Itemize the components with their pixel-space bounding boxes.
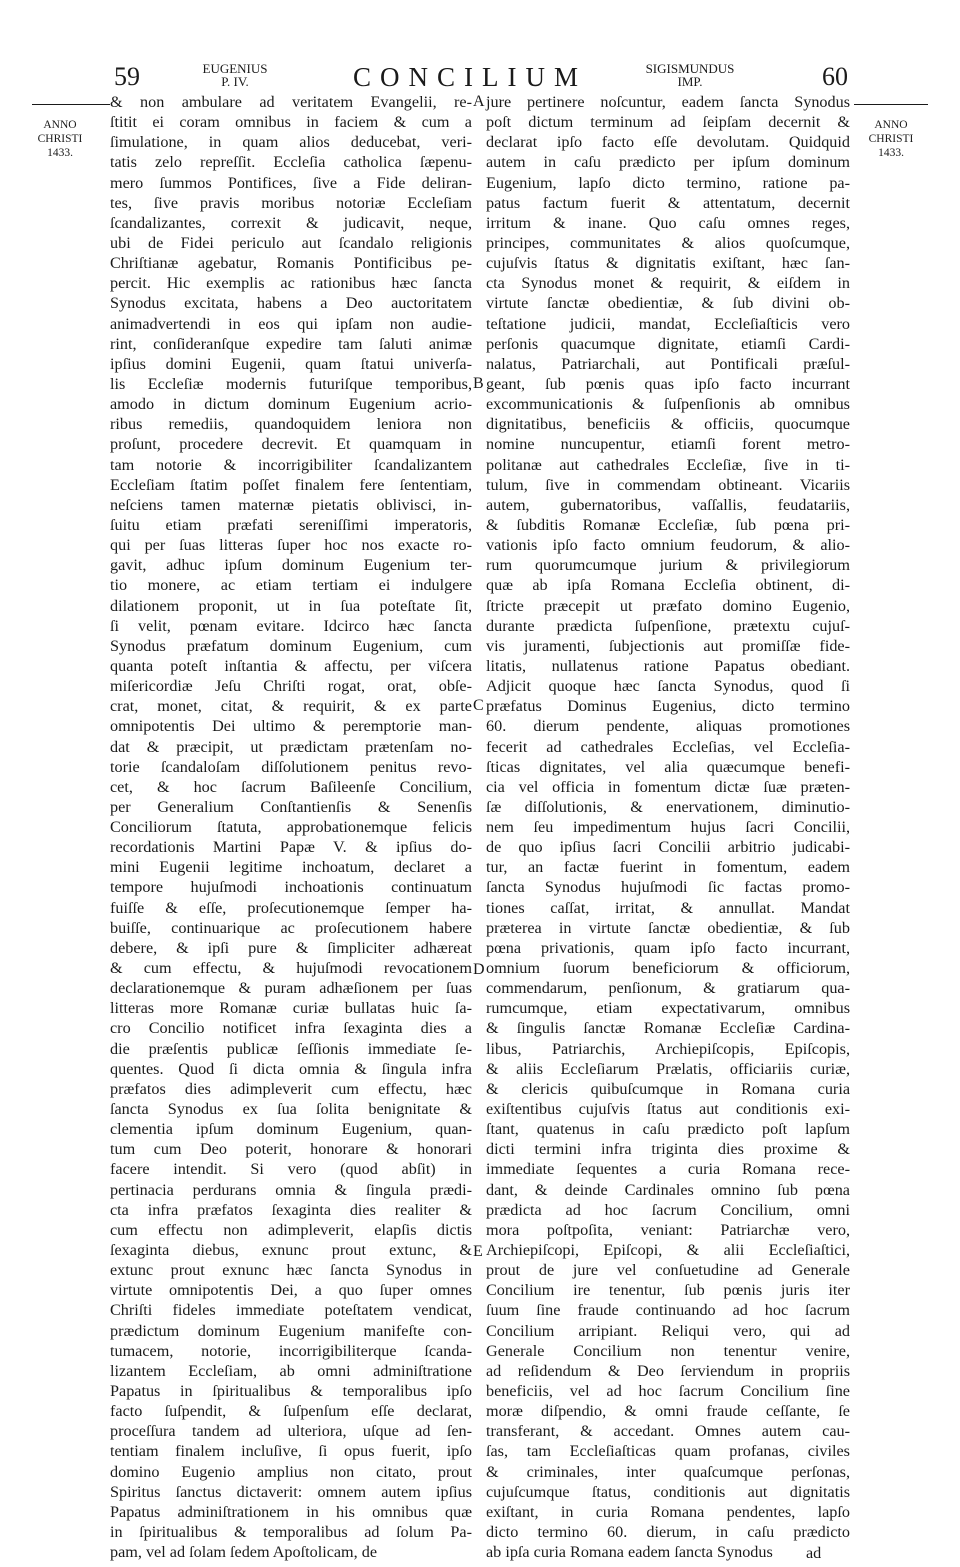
text-line: de quo ipſius ſacri Concilii arbitrio judicabi-: [486, 838, 850, 857]
text-line: tumacem, notorie, incorrigibiliterque ſcanda-: [110, 1341, 472, 1360]
text-line: pam, vel ad ſolam ſedem Apoſtolicam, de: [110, 1543, 378, 1562]
text-line: declarationemque & puram adhæſionem per ſuas: [110, 979, 472, 998]
text-line: exiſtentibus cujuſvis ſtatus aut conditionis exi-: [486, 1100, 850, 1119]
text-line: mero ſummos Pontifices, ſive a Fide deliran-: [110, 173, 472, 192]
text-line: principes, communitates & alios quoſcumque,: [486, 233, 850, 252]
text-line: dilationem proponit, ut in ſua poteſtate ſit,: [110, 596, 472, 615]
text-line: præfatos dies adimpleverit cum effectu, hæc: [110, 1079, 472, 1098]
text-line: amodo in dictum dominum Eugenium acrio-: [110, 395, 472, 414]
text-line: ſcandalizantes, correxit & judicavit, neque,: [110, 213, 472, 232]
text-line: ſticas dignitates, vel alia quæcumque benefi-: [486, 757, 850, 776]
text-line: facere intendit. Si vero (quod abſit) in: [110, 1160, 472, 1179]
text-line: præfatus Dominus Eugenius, dicto termino: [486, 697, 850, 716]
text-line: percit. Hic exemplis ac rationibus hæc ſancta: [110, 274, 472, 293]
text-line: rum quorumcumque jurium & privilegiorum: [486, 556, 850, 575]
text-line: proſunt, procedere decrevit. Et quamquam in: [110, 435, 472, 454]
text-line: cum effectu non adimpleverit, elapſis dictis: [110, 1220, 472, 1239]
text-line: quanta poteſt inſtantia & affectu, per viſcera: [110, 656, 472, 675]
right-column-text: [486, 92, 850, 1562]
text-line: omnium ſuorum beneficiorum & officiorum,: [486, 959, 850, 978]
text-line: ſtant, quatenus in caſu prædicto poſt lapſum: [486, 1120, 850, 1139]
text-line: jure pertinere noſcuntur, eadem ſancta Synodus: [486, 93, 850, 111]
text-line: tam notorie & incorrigibiliter ſcandalizantem: [110, 455, 472, 474]
text-line: moræ diſpendio, & omni fraude ceſſante, ſe: [486, 1402, 850, 1421]
text-line: immediate ſequentes a curia Romana rece-: [486, 1160, 850, 1179]
text-line: cta infra præfatos ſexaginta dies realiter &: [110, 1200, 472, 1219]
text-line: ſancta Synodus ex ſua ſolita benignitate &: [110, 1100, 472, 1119]
text-line: ſæ diſſolutionis, & enervationem, diminutio-: [486, 797, 850, 816]
text-line: Concilium ire tenentur, ſub pœnis juris iter: [486, 1281, 850, 1300]
page-number-right: 60: [822, 62, 848, 91]
text-line: Chriſtianæ agebatur, Romanis Pontificibus pe-: [110, 254, 472, 273]
text-line: ribus remediis, quandoquidem leniora non: [110, 415, 472, 434]
text-line: animadvertendi in eos qui ipſam non audie-: [110, 314, 472, 333]
text-line: Conciliorum ſtatuta, approbationemque felicis: [110, 818, 472, 837]
text-line: clementia ipſum dominum Eugenium, quan-: [110, 1120, 472, 1139]
page-number-left: 59: [114, 62, 140, 91]
text-line: nalatus, Patriarchali, aut Pontificali præſul-: [486, 354, 850, 373]
text-line: ad reſidendum & Deo ſerviendum in propriis: [486, 1361, 850, 1380]
text-line: fuiſſe & eſſe, proſecutionemque ſemper ha-: [110, 898, 472, 917]
text-line: Synodus excitata, habens a Deo auctoritatem: [110, 294, 472, 313]
text-line: beneficiis, vel ad hoc ſacrum Concilium ſine: [486, 1382, 850, 1400]
text-line: dant, & deinde Cardinales omnino ſub pœna: [486, 1180, 850, 1199]
text-line: poſt dictum terminum ad ſeipſam decernit &: [486, 113, 850, 132]
text-line: ſas, tam Eccleſiaſticas quam profanas, civiles: [486, 1442, 850, 1461]
text-line: cta Synodus monet & requirit, & eiſdem in: [486, 274, 850, 293]
text-line: virtute ſanctæ obedientiæ, & ſub divini ob-: [486, 294, 850, 313]
text-line: quentes. Quod ſi dicta omnia & ſingula infra: [110, 1059, 472, 1078]
text-line: ſuitu etiam præfati sereniſſimi imperatoris,: [110, 515, 472, 534]
text-line: ſtitit ei coram omnibus in faciem & cum a: [110, 113, 472, 132]
text-line: Archiepiſcopi, Epiſcopi, & alii Eccleſiaſtici,: [486, 1241, 850, 1260]
text-line: nem ſeu impedimentum hujus ſacri Concilii,: [486, 818, 850, 837]
text-line: & ſingulis ſanctæ Romanæ Eccleſiæ Cardina-: [486, 1019, 850, 1038]
text-line: dignitatibus, beneficiis & officiis, quocumque: [486, 415, 850, 434]
text-line: ſtricte præcepit ut præfato domino Eugenio,: [486, 596, 850, 615]
text-line: ab ipſa curia Romana eadem ſancta Synodus: [486, 1543, 773, 1562]
text-line: & non ambulare ad veritatem Evangelii, re-: [110, 93, 472, 111]
text-line: Eugenium, lapſo dicto termino, ratione pa-: [486, 173, 850, 192]
text-line: litatis, nullatenus ratione Papatus obediant.: [486, 656, 850, 675]
text-line: nomine nuncupentur, etiamſi forent metro-: [486, 435, 850, 454]
text-line: Concilium arripiant. Reliqui vero, qui ad: [486, 1321, 850, 1340]
text-line: in ſpiritualibus & temporalibus ad ſolum Pa-: [110, 1522, 472, 1541]
text-line: & aliis Eccleſiarum Prælatis, officiariis curiæ,: [486, 1059, 850, 1078]
text-line: prædicta ad hoc ſacrum Concilium, omni: [486, 1200, 850, 1219]
text-line: ſi velit, pœnam evitare. Idcirco hæc ſancta: [110, 616, 472, 635]
text-line: rint, conſideranſque expedire tam ſaluti animæ: [110, 334, 472, 353]
text-line: geant, ſub pœnis quas ipſo facto incurrant: [486, 374, 850, 393]
text-line: dat & præcipit, ut prædictam prætenſam no-: [110, 737, 472, 756]
text-line: excommunicationis & ſuſpenſionis ab omnibus: [486, 395, 850, 414]
text-line: extunc prout exnunc hæc ſancta Synodus in: [110, 1261, 472, 1280]
text-line: facto ſuſpendit, & ſuſpenſum eſſe declarat,: [110, 1402, 472, 1421]
text-line: ipſius domini Eugenii, quam ſtatui univerſa-: [110, 354, 472, 373]
text-line: tentiam finalem incluſive, ſi opus fuerit, ipſo: [110, 1442, 472, 1461]
text-line: ſimulatione, in quam alios deducebat, veri-: [110, 133, 472, 152]
text-line: irritum & inane. Quo caſu omnes reges,: [486, 213, 850, 232]
text-line: pertinacia perdurans omnia & ſingula prædi-: [110, 1180, 472, 1199]
text-line: gavit, adhuc ipſum dominum Eugenium ter-: [110, 556, 472, 575]
text-line: præterea in virtute ſanctæ obedientiæ, & ſub: [486, 918, 850, 937]
catchword: ad: [806, 1544, 822, 1562]
text-line: politanæ aut cathedrales Eccleſiæ, ſive in ti-: [486, 455, 850, 474]
text-line: tempore hujuſmodi inchoationis continuatum: [110, 878, 472, 897]
text-line: torie ſcandaloſam diſſolutionem penitus revo-: [110, 757, 472, 776]
text-line: debere, & ipſi pure & ſimpliciter adhæreat: [110, 938, 472, 957]
text-line: cujuſvis ſtatus & dignitatis exiſtant, hæc ſan-: [486, 254, 850, 273]
text-line: 60. dierum pendente, aliquas promotiones: [486, 717, 850, 736]
text-line: & clericis quibuſcumque in Romana curia: [486, 1079, 850, 1098]
text-line: vis juramenti, ſubjectionis aut promiſſæ fide-: [486, 636, 850, 655]
text-line: quæ ab ipſa Romana Eccleſia obtinent, di-: [486, 576, 850, 595]
text-line: cujuſcumque ſtatus, conditionis aut dignitatis: [486, 1482, 850, 1501]
text-line: ſexaginta diebus, exnunc prout extunc, &: [110, 1241, 472, 1260]
text-line: buiſſe, continuarique ac proſecutionem habere: [110, 918, 472, 937]
running-head-right: SIGISMUNDUS IMP.: [645, 61, 735, 89]
text-line: declarat ipſo facto eſſe devolutam. Quidquid: [486, 133, 850, 152]
text-line: tulum, ſive in commendam obtineant. Vicariis: [486, 475, 850, 494]
text-line: & ſubditis Romanæ Eccleſiæ, ſub pœna pri-: [486, 515, 850, 534]
text-line: fecerit ad cathedrales Eccleſias, vel Eccleſia-: [486, 737, 850, 756]
header-rule-left: [32, 104, 110, 105]
text-line: tatis zelo repreſſit. Eccleſia catholica ſæpenu-: [110, 153, 472, 172]
text-line: Generale Concilium non tenentur venire,: [486, 1341, 850, 1360]
text-line: & cum effectu, & hujuſmodi revocationem: [110, 959, 472, 978]
text-line: autem in caſu prædicto per ipſum dominum: [486, 153, 850, 172]
text-line: Papatus in ſpiritualibus & temporalibus ipſo: [110, 1382, 472, 1400]
text-line: ſancta Synodus hujuſmodi ſic factas promo-: [486, 878, 850, 897]
text-line: crat, monet, citat, & requirit, & ex parte: [110, 697, 472, 716]
text-line: Synodus præfatum dominum Eugenium, cum: [110, 636, 472, 655]
section-mark-d: D: [473, 961, 485, 978]
text-line: dicti termini infra triginta dies proxime &: [486, 1140, 850, 1159]
text-line: qui per ſuas litteras ſuper hoc nos exacte ro-: [110, 536, 472, 555]
section-mark-b: B: [473, 375, 484, 392]
text-line: durante prædicta ſuſpenſione, prætextu cujuſ-: [486, 616, 850, 635]
text-line: lizantem Eccleſiam, ab omni adminiſtratione: [110, 1361, 472, 1380]
text-line: tiones caſſat, irritat, & annullat. Mandat: [486, 898, 850, 917]
text-line: commendarum, penſionum, & gratiarum qua-: [486, 979, 850, 998]
text-line: prædictum dominum Eugenium manifeſte con-: [110, 1321, 472, 1340]
text-line: pœna privationis, quam ipſo facto incurrant,: [486, 938, 850, 957]
text-line: Chriſti fideles immediate poteſtatem vendicat,: [110, 1301, 472, 1320]
text-line: Spiritus ſanctus dictaverit: omnem autem ipſius: [110, 1482, 472, 1501]
text-line: cet, & hoc ſacrum Baſileenſe Concilium,: [110, 777, 472, 796]
text-line: die præſentis publicæ ſeſſionis immediate ſe-: [110, 1039, 472, 1058]
text-line: patus factum fuerit & attentatum, decernit: [486, 193, 850, 212]
text-line: cia vel officia in fomentum dictæ ſuæ præten-: [486, 777, 850, 796]
margin-note-left: ANNO CHRISTI 1433.: [37, 119, 83, 159]
text-line: per Generalium Conſtantienſis & Senenſis: [110, 797, 472, 816]
text-line: autem, gubernatoribus, vaſſallis, feudatariis,: [486, 495, 850, 514]
text-line: tur, an factæ fuerint in fomentum, eadem: [486, 858, 850, 877]
text-line: prout de jure vel conſuetudine ad Generale: [486, 1261, 850, 1280]
text-line: teſtatione judicii, mandat, Eccleſiaſticis vero: [486, 314, 850, 333]
margin-note-right: ANNO CHRISTI 1433.: [868, 119, 914, 159]
text-line: virtute omnipotentis Dei, a quo ſuper omnes: [110, 1281, 472, 1300]
text-line: perſonis quacumque dignitate, etiamſi Cardi-: [486, 334, 850, 353]
text-line: recordationis Martini Papæ V. & ipſius do-: [110, 838, 472, 857]
running-head-left: EUGENIUS P. IV.: [202, 61, 268, 89]
text-line: tes, ſive pravis moribus notoriæ Eccleſiam: [110, 193, 472, 212]
text-line: mini Eugenii legitime inchoatum, declaret a: [110, 858, 472, 877]
text-line: proceſſura tandem ad ulteriora, uſque ad ſen-: [110, 1422, 472, 1441]
text-line: exiſtant, in curia Romana pendentes, lapſo: [486, 1502, 850, 1521]
page-title: CONCILIUM: [353, 62, 587, 92]
left-column-text: [110, 92, 472, 1562]
text-line: ubi de Fidei periculo aut ſcandalo religionis: [110, 233, 472, 252]
text-line: Papatus adminiſtrationem in his omnibus quæ: [110, 1502, 472, 1521]
text-line: & criminales, inter quaſcumque perſonas,: [486, 1462, 850, 1481]
text-line: cro Concilio notificet infra ſexaginta dies a: [110, 1019, 472, 1038]
text-line: omnipotentis Dei ultimo & peremptorie man-: [110, 717, 472, 736]
text-line: miſericordiæ Jeſu Chriſti rogat, orat, obſe-: [110, 677, 472, 696]
text-line: libus, Patriarchis, Archiepiſcopis, Epiſcopis,: [486, 1039, 850, 1058]
section-mark-e: E: [473, 1243, 483, 1260]
text-line: neſciens tamen maternæ pietatis oblivisci, in-: [110, 495, 472, 514]
text-line: dicto termino 60. dierum, in caſu prædicto: [486, 1522, 850, 1541]
text-line: vationis ipſo facto omnium feudorum, & alio-: [486, 536, 850, 555]
header-rule-right: [854, 104, 928, 105]
text-line: Adjicit quoque hæc ſancta Synodus, quod ſi: [486, 677, 850, 696]
text-line: litteras more Romanæ curiæ bullatas huic ſa-: [110, 999, 472, 1018]
text-line: tum cum Deo poterit, honorare & honorari: [110, 1140, 472, 1159]
text-line: mora poſtpoſita, veniant: Patriarchæ vero,: [486, 1220, 850, 1239]
text-line: transferant, & accedant. Omnes autem cau-: [486, 1422, 850, 1441]
text-line: Eccleſiam ſtatim poſſet finalem fere ſententiam,: [110, 475, 472, 494]
text-line: tio monere, ac etiam tertiam ei indulgere: [110, 576, 472, 595]
section-mark-a: A: [473, 93, 485, 110]
text-line: domino Eugenio amplius non citato, prout: [110, 1462, 472, 1481]
text-line: rumcumque, etiam expectativarum, omnibus: [486, 999, 850, 1018]
text-line: lis Eccleſiæ modernis futuriſque temporibus,: [110, 374, 472, 393]
text-line: ſuum ſine fraude continuando ad hoc ſacrum: [486, 1301, 850, 1320]
section-mark-c: C: [473, 697, 484, 714]
